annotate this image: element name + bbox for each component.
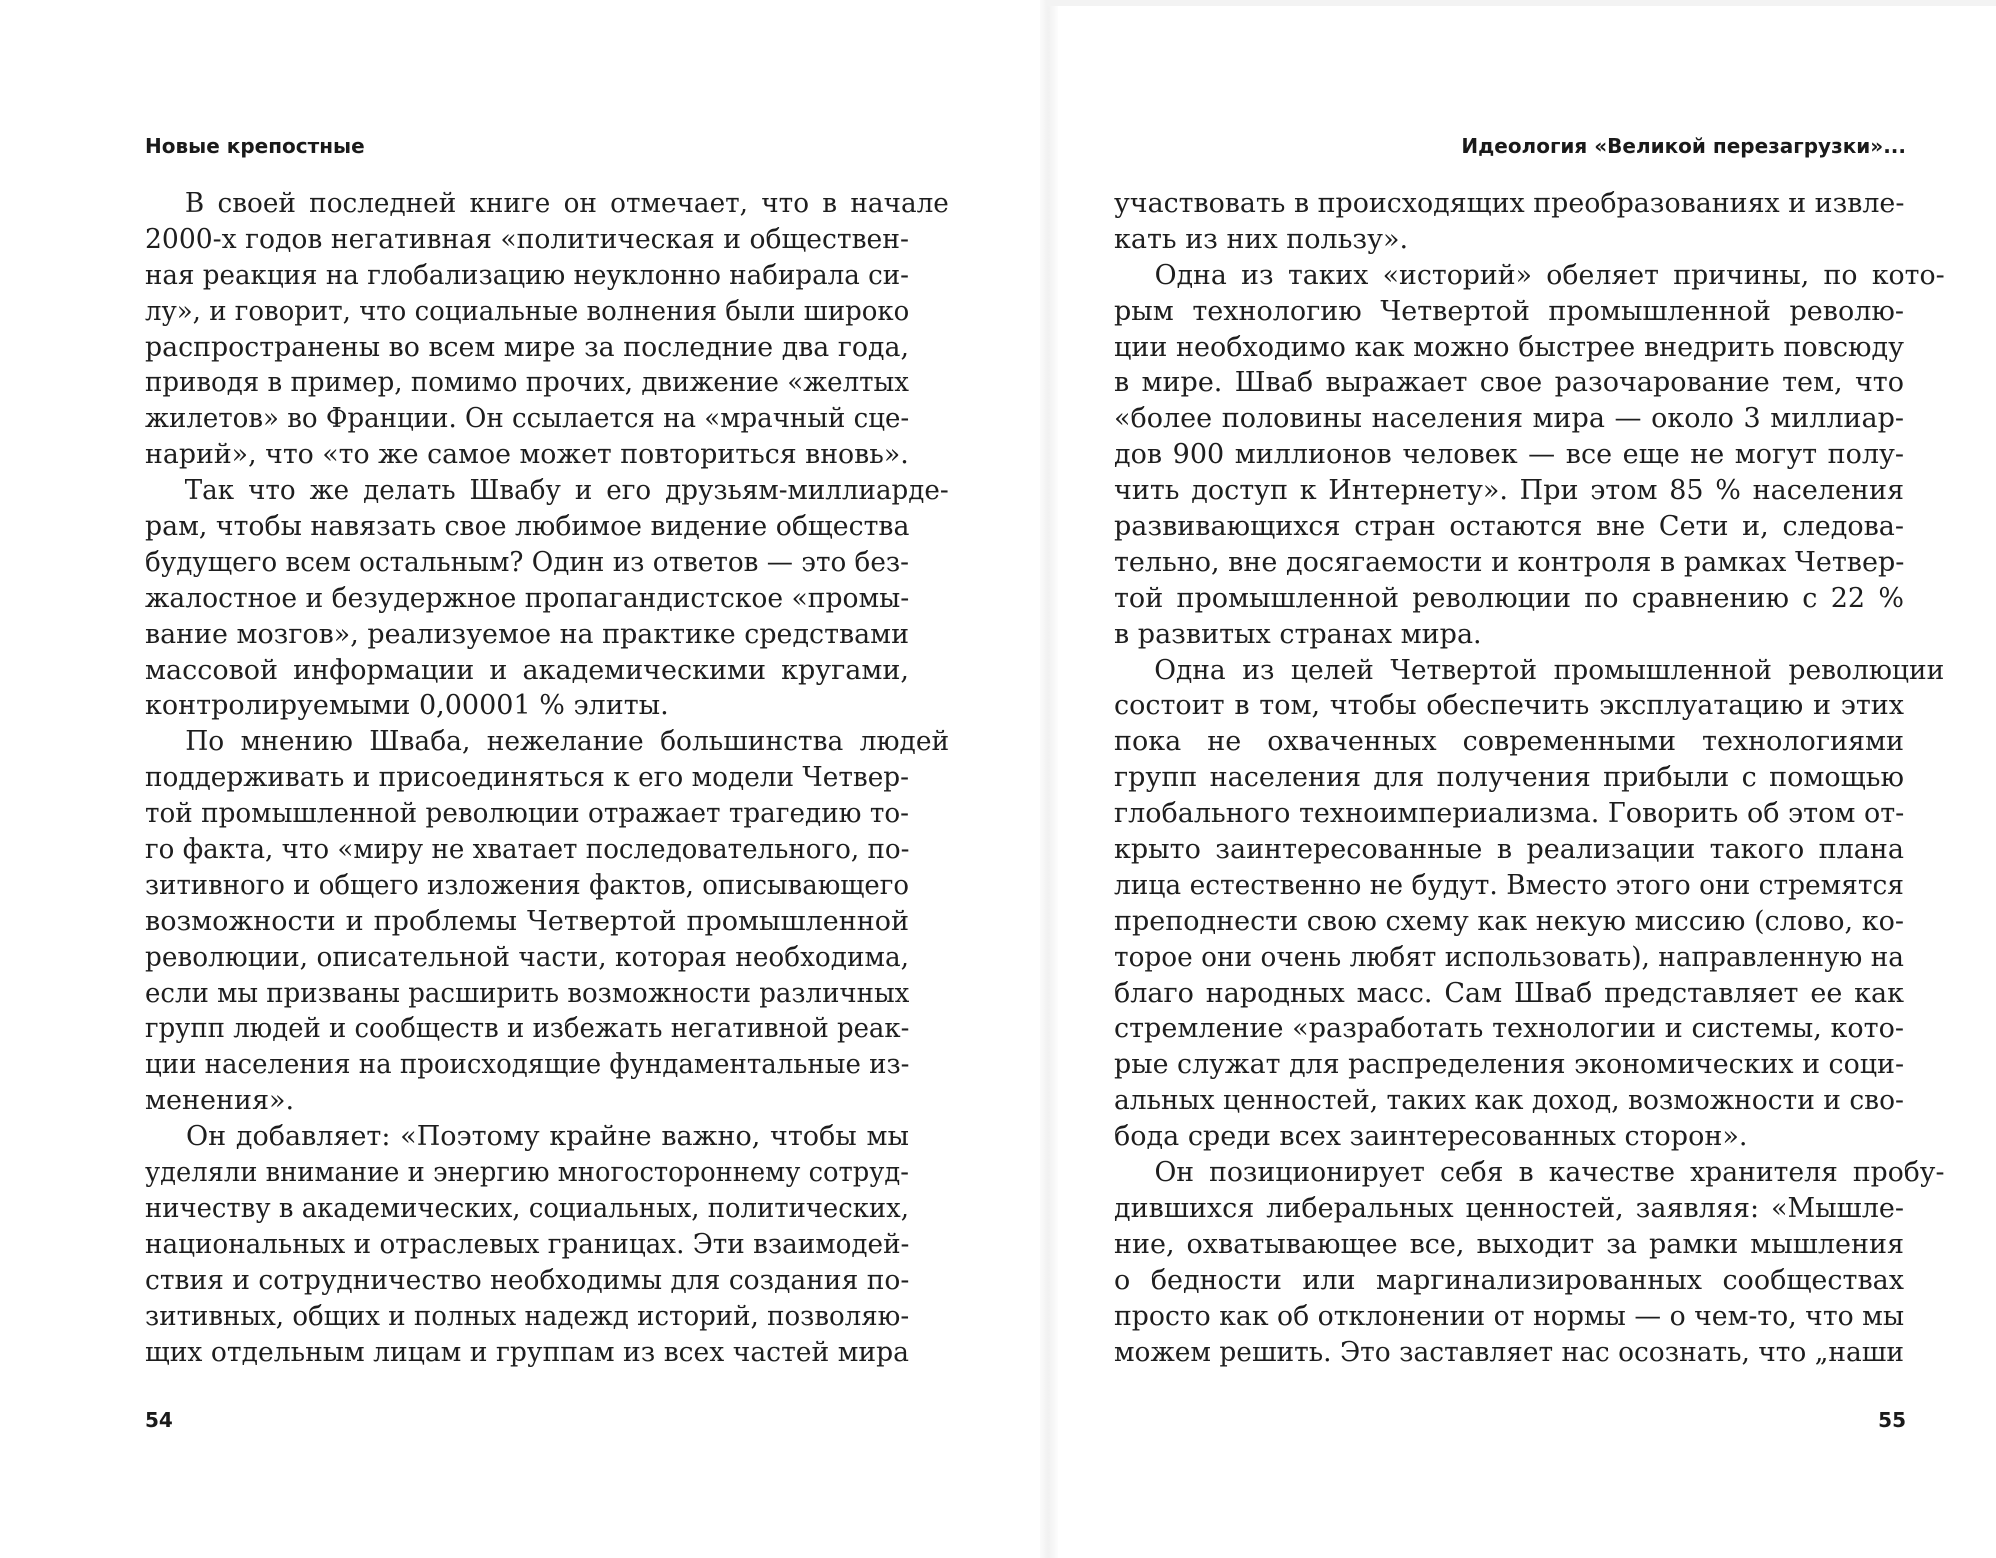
text-line: вание мозгов», реализуемое на практике средствами <box>145 618 910 650</box>
text-line: той промышленной революции по сравнению с 22 % <box>1114 582 1904 614</box>
text-line: просто как об отклонении от нормы — о чем-то, что мы <box>1114 1300 1905 1332</box>
text-line: зитивных, общих и полных надежд историй, позволяю- <box>145 1300 910 1332</box>
text-line: Так что же делать Швабу и его друзьям-миллиарде- <box>184 475 949 507</box>
text-line: крыто заинтересованные в реализации такого плана <box>1114 834 1904 866</box>
text-line: состоит в том, чтобы обеспечить эксплуатацию и этих <box>1114 690 1904 722</box>
running-head-left: Новые крепостные <box>145 134 365 158</box>
left-page-body <box>145 186 950 1370</box>
text-line: революции, описательной части, которая необходима, <box>145 941 910 973</box>
text-line: в мире. Шваб выражает свое разочарование тем, что <box>1114 367 1904 399</box>
text-line: можем решить. Это заставляет нас осознать, что „наши <box>1114 1336 1904 1368</box>
text-line: участвовать в происходящих преобразованиях и извле- <box>1114 188 1905 219</box>
text-line: стремление «разработать технологии и системы, кото- <box>1114 1013 1904 1045</box>
text-line: нарий», что «то же самое может повториться вновь». <box>145 439 909 471</box>
text-line: преподнести свою схему как некую миссию (слово, ко- <box>1114 905 1904 937</box>
text-line: приводя в пример, помимо прочих, движение «желтых <box>145 367 909 399</box>
text-line: менения». <box>145 1085 295 1117</box>
text-line: рам, чтобы навязать свое любимое видение общества <box>145 511 910 543</box>
text-line: в развитых странах мира. <box>1114 618 1482 650</box>
text-line: кать из них пользу». <box>1114 223 1409 255</box>
running-head-right: Идеология «Великой перезагрузки»... <box>1461 134 1906 158</box>
text-line: глобального техноимпериализма. Говорить об этом от- <box>1114 798 1905 830</box>
right-page-body <box>1114 186 1945 1370</box>
text-line: дов 900 миллионов человек — все еще не могут полу- <box>1114 439 1904 471</box>
text-line: дившихся либеральных ценностей, заявляя: «Мышле- <box>1114 1192 1904 1224</box>
text-line: если мы призваны расширить возможности различных <box>145 977 910 1009</box>
text-line: ции населения на происходящие фундаментальные из- <box>145 1049 910 1081</box>
text-line: лу», и говорит, что социальные волнения были широко <box>145 295 910 327</box>
text-line: групп населения для получения прибыли с помощью <box>1114 762 1904 794</box>
text-line: рые служат для распределения экономических и соци- <box>1114 1049 1905 1081</box>
text-line: торое они очень любят использовать), направленную на <box>1114 941 1904 973</box>
text-line: «более половины населения мира — около 3 миллиар- <box>1114 403 1904 435</box>
text-line: лица естественно не будут. Вместо этого они стремятся <box>1114 869 1904 901</box>
text-line: благо народных масс. Сам Шваб представляет ее как <box>1114 977 1904 1009</box>
right-page <box>1046 0 1996 1558</box>
text-line: ничеству в академических, социальных, политических, <box>145 1192 910 1224</box>
text-line: пока не охваченных современными технологиями <box>1114 726 1904 758</box>
text-line: тельно, вне досягаемости и контроля в рамках Четвер- <box>1114 546 1905 578</box>
page-number-left: 54 <box>145 1408 173 1432</box>
text-line: 2000-х годов негативная «политическая и обществен- <box>145 223 909 255</box>
text-line: ствия и сотрудничество необходимы для создания по- <box>145 1264 910 1296</box>
text-line: ние, охватывающее все, выходит за рамки мышления <box>1114 1228 1904 1260</box>
text-line: Одна из таких «историй» обеляет причины, по кото- <box>1154 259 1945 291</box>
text-line: рым технологию Четвертой промышленной револю- <box>1114 295 1904 327</box>
text-line: альных ценностей, таких как доход, возможности и сво- <box>1114 1085 1904 1117</box>
text-line: В своей последней книге он отмечает, что в начале <box>184 188 949 219</box>
text-line: Он добавляет: «Поэтому крайне важно, чтобы мы <box>186 1121 909 1153</box>
text-line: национальных и отраслевых границах. Эти взаимодей- <box>145 1228 910 1260</box>
text-line: ции необходимо как можно быстрее внедрить повсюду <box>1114 331 1904 363</box>
text-line: поддерживать и присоединяться к его модели Четвер- <box>145 762 910 794</box>
page-number-right: 55 <box>1878 1408 1906 1432</box>
text-line: Он позиционирует себя в качестве хранителя пробу- <box>1154 1157 1945 1189</box>
page-top-edge <box>1046 0 1996 6</box>
text-line: контролируемыми 0,00001 % элиты. <box>145 690 669 722</box>
text-line: чить доступ к Интернету». При этом 85 % населения <box>1114 475 1904 507</box>
text-line: развивающихся стран остаются вне Сети и, следова- <box>1114 511 1904 543</box>
text-line: По мнению Шваба, нежелание большинства людей <box>185 726 950 758</box>
text-line: жалостное и безудержное пропагандистское «промы- <box>145 582 910 614</box>
text-line: будущего всем остальным? Один из ответов — это без- <box>145 546 910 578</box>
text-line: зитивного и общего изложения фактов, описывающего <box>145 869 909 901</box>
text-line: уделяли внимание и энергию многостороннему сотруд- <box>145 1157 909 1189</box>
text-line: той промышленной революции отражает трагедию то- <box>145 798 910 830</box>
text-line: ная реакция на глобализацию неуклонно набирала си- <box>145 259 910 291</box>
text-line: жилетов» во Франции. Он ссылается на «мрачный сце- <box>145 403 910 435</box>
text-line: массовой информации и академическими кругами, <box>145 654 909 686</box>
book-gutter <box>1040 0 1058 1558</box>
text-line: групп людей и сообществ и избежать негативной реак- <box>145 1013 910 1045</box>
text-line: возможности и проблемы Четвертой промышленной <box>145 905 909 937</box>
text-line: Одна из целей Четвертой промышленной революции <box>1154 654 1945 686</box>
text-line: о бедности или маргинализированных сообществах <box>1114 1264 1904 1296</box>
text-line: го факта, что «миру не хватает последовательного, по- <box>145 834 910 866</box>
text-line: щих отдельным лицам и группам из всех частей мира <box>145 1336 909 1368</box>
text-line: распространены во всем мире за последние два года, <box>145 331 909 363</box>
text-line: бода среди всех заинтересованных сторон». <box>1114 1121 1748 1153</box>
